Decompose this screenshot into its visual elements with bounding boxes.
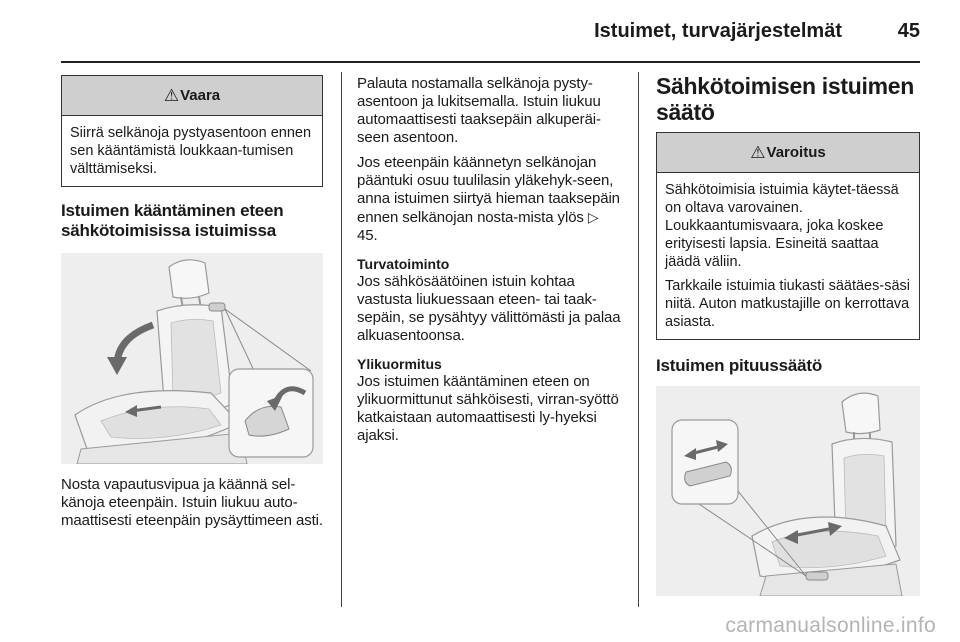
- seat-fold-illustration: [61, 253, 323, 464]
- caution-box-title: Varoitus: [766, 144, 826, 161]
- overload-heading: Ylikuormitus: [357, 356, 442, 372]
- column-divider: [341, 72, 342, 607]
- headrest-paragraph: [357, 154, 623, 245]
- section-title-longitudinal: Istuimen pituussäätö: [656, 356, 823, 375]
- safety-function-heading: Turvatoiminto: [357, 256, 450, 272]
- page-number: 45: [897, 20, 920, 42]
- caution-text-1: Sähkötoimisia istuimia käytet-täessä on oltava varovainen. Loukkaantumisvaara, joka koskee erityisesti lapsia. Esineitä saattaa jäädä väliin.: [665, 182, 899, 270]
- danger-box-body: [62, 116, 322, 186]
- page-header: [61, 18, 920, 58]
- restore-paragraph: Palauta nostamalla selkänoja pysty-asentoon ja lukitsemalla. Istuin liukuu automaattisesti taaksepäin alkuperäi-seen asentoon.: [357, 75, 601, 146]
- power-seat-title: Sähkötoimisen istuimen säätö: [656, 73, 914, 125]
- column-2: [357, 75, 623, 445]
- headrest-text: Jos eteenpäin käännetyn selkänojan pääntuki osuu tuulilasin yläkehyk-seen, anna istuimen siirtyä hieman taaksepäin ennen selkänojan nosta-mista ylös: [357, 154, 620, 226]
- caution-box: [656, 132, 920, 340]
- seat-slide-drawing: [656, 386, 920, 596]
- column-1: [61, 75, 323, 530]
- caution-text-2: Tarkkaile istuimia tiukasti säätäes-säsi niitä. Auton matkustajille on kerrottava asiasta.: [665, 278, 910, 330]
- danger-text: Siirrä selkänoja pystyasentoon ennen sen kääntämistä loukkaan-tumisen välttämiseksi.: [70, 125, 312, 177]
- danger-box: [61, 75, 323, 187]
- page-ref-link[interactable]: 45.: [357, 227, 378, 244]
- danger-box-title: Vaara: [180, 87, 221, 104]
- seat-fold-drawing: [61, 253, 323, 464]
- warning-triangle-icon: ⚠: [163, 85, 180, 105]
- section-title-fold-seat: Istuimen kääntäminen eteen sähkötoimisissa istuimissa: [61, 201, 284, 240]
- column-3: [656, 75, 920, 596]
- page-ref-arrow-icon: ▷: [587, 209, 599, 225]
- header-title: Istuimet, turvajärjestelmät: [594, 20, 842, 42]
- safety-function-paragraph: Jos sähkösäätöinen istuin kohtaa vastusta liukuessaan eteen- tai taak-sepäin, se pysähtyy välittömästi ja palaa alkuasentoonsa.: [357, 273, 621, 344]
- seat-slide-illustration: [656, 386, 920, 596]
- warning-triangle-icon: ⚠: [750, 142, 766, 162]
- fold-seat-caption: Nosta vapautusvipua ja käännä sel-känoja eteenpäin. Istuin liukuu auto-maattisesti eteenpäin pysäyttimeen asti.: [61, 476, 323, 529]
- caution-box-header: [657, 133, 919, 173]
- column-divider: [638, 72, 639, 607]
- header-rule: [61, 61, 920, 63]
- watermark: carmanualsonline.info: [725, 614, 936, 637]
- caution-box-body: [657, 173, 919, 339]
- danger-box-header: [62, 76, 322, 116]
- overload-paragraph: Jos istuimen kääntäminen eteen on ylikuormittunut sähköisesti, virran-syöttö katkaistaan automaattisesti ly-hyeksi ajaksi.: [357, 373, 619, 444]
